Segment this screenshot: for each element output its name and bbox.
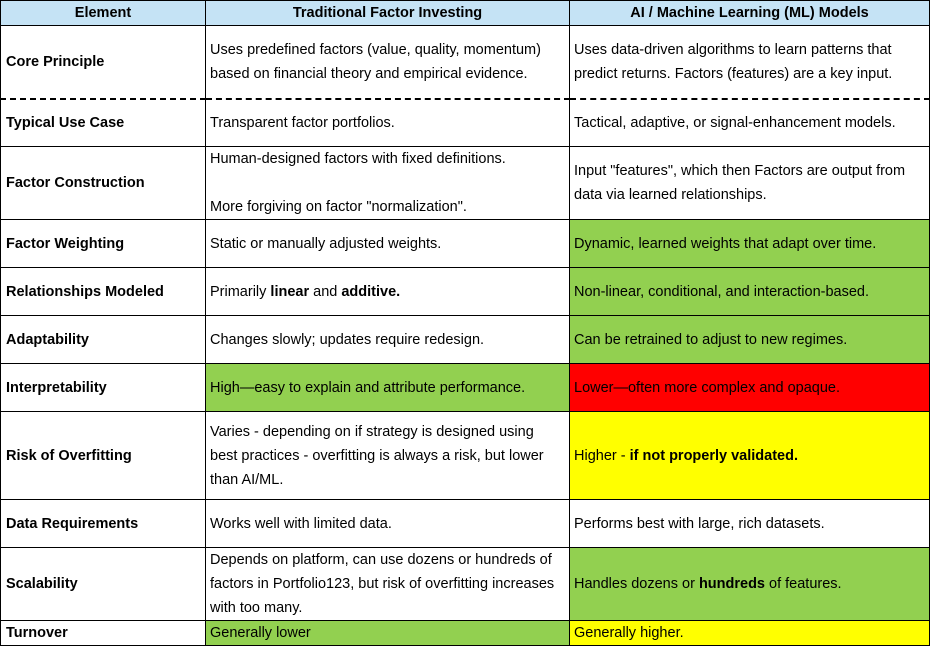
header-element: Element — [1, 1, 206, 26]
table-row — [1, 220, 930, 268]
row-label-typical-use-case: Typical Use Case — [1, 99, 206, 147]
cell-traditional: Works well with limited data. — [206, 500, 570, 548]
cell-traditional: Changes slowly; updates require redesign. — [206, 316, 570, 364]
row-label-factor-weighting: Factor Weighting — [1, 220, 206, 268]
cell-traditional: Varies - depending on if strategy is designed using best practices - overfitting is always a risk, but lower than AI/ML. — [206, 412, 570, 500]
cell-ml: Uses data-driven algorithms to learn patterns that predict returns. Factors (features) are a key input. — [570, 26, 930, 99]
cell-ml: Higher - if not properly validated. — [570, 412, 930, 500]
row-label-risk-of-overfitting: Risk of Overfitting — [1, 412, 206, 500]
cell-ml: Performs best with large, rich datasets. — [570, 500, 930, 548]
traditional-line-2: More forgiving on factor "normalization". — [210, 199, 467, 215]
table-row — [1, 26, 930, 99]
row-label-factor-construction: Factor Construction — [1, 147, 206, 220]
row-label-interpretability: Interpretability — [1, 364, 206, 412]
cell-traditional: Generally lower — [206, 621, 570, 646]
row-label-relationships-modeled: Relationships Modeled — [1, 268, 206, 316]
cell-ml: Generally higher. — [570, 621, 930, 646]
table-row — [1, 500, 930, 548]
table-row — [1, 364, 930, 412]
row-label-core-principle: Core Principle — [1, 26, 206, 99]
table-row — [1, 316, 930, 364]
cell-traditional — [206, 147, 570, 220]
cell-ml: Tactical, adaptive, or signal-enhancement models. — [570, 99, 930, 147]
cell-traditional: Static or manually adjusted weights. — [206, 220, 570, 268]
cell-traditional: Depends on platform, can use dozens or hundreds of factors in Portfolio123, but risk of overfitting increases with too many. — [206, 548, 570, 621]
cell-traditional: High—easy to explain and attribute performance. — [206, 364, 570, 412]
cell-traditional: Uses predefined factors (value, quality, momentum) based on financial theory and empirical evidence. — [206, 26, 570, 99]
row-label-data-requirements: Data Requirements — [1, 500, 206, 548]
cell-ml: Input "features", which then Factors are output from data via learned relationships. — [570, 147, 930, 220]
table-row — [1, 99, 930, 147]
table-row — [1, 268, 930, 316]
header-traditional: Traditional Factor Investing — [206, 1, 570, 26]
cell-ml: Handles dozens or hundreds of features. — [570, 548, 930, 621]
table-row — [1, 621, 930, 646]
row-label-adaptability: Adaptability — [1, 316, 206, 364]
row-label-scalability: Scalability — [1, 548, 206, 621]
cell-ml: Non-linear, conditional, and interaction-based. — [570, 268, 930, 316]
traditional-line-1: Human-designed factors with fixed definitions. — [210, 151, 506, 167]
table-row — [1, 412, 930, 500]
cell-ml: Can be retrained to adjust to new regimes. — [570, 316, 930, 364]
table-row — [1, 147, 930, 220]
header-row — [1, 1, 930, 26]
cell-ml: Dynamic, learned weights that adapt over time. — [570, 220, 930, 268]
cell-traditional: Primarily linear and additive. — [206, 268, 570, 316]
table-row — [1, 548, 930, 621]
row-label-turnover: Turnover — [1, 621, 206, 646]
cell-ml: Lower—often more complex and opaque. — [570, 364, 930, 412]
header-ml: AI / Machine Learning (ML) Models — [570, 1, 930, 26]
cell-traditional: Transparent factor portfolios. — [206, 99, 570, 147]
